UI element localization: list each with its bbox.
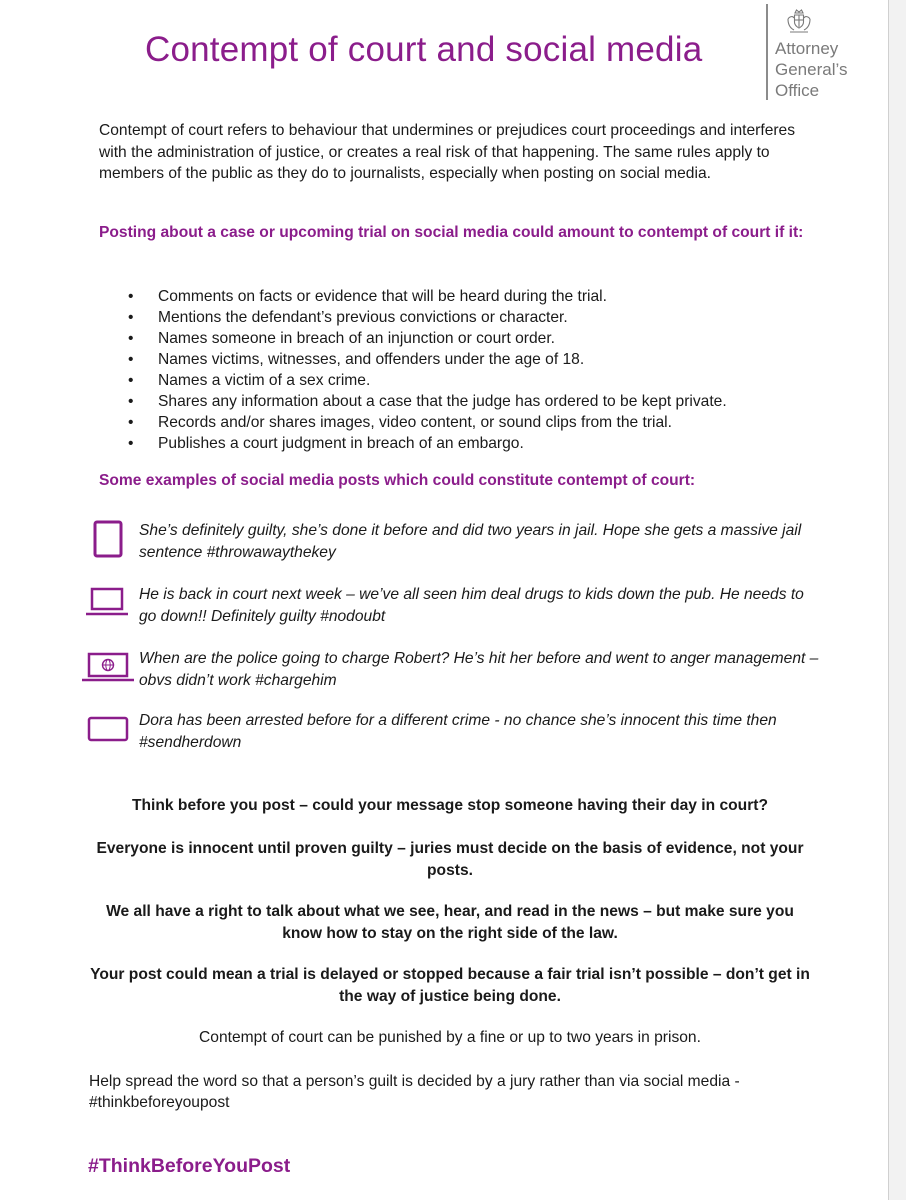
help-note: Help spread the word so that a person’s guilt is decided by a jury rather than via social media - #thinkbeforeyoupost xyxy=(89,1073,740,1111)
list-item-text: Mentions the defendant’s previous convictions or character. xyxy=(158,309,568,326)
example-post xyxy=(82,520,822,570)
list-item: • Names a victim of a sex crime. xyxy=(128,372,371,389)
list-item-text: Shares any information about a case that the judge has ordered to be kept private. xyxy=(158,393,727,410)
intro-paragraph: Contempt of court refers to behaviour that undermines or prejudices court proceedings and interferes with the administration of justice, or creates a real risk of that happening. The same rules apply to members of the public as they do to journalists, especially when posting on social media. xyxy=(99,122,796,182)
list-item: • Names someone in breach of an injunction or court order. xyxy=(128,330,555,347)
example-post xyxy=(82,710,822,760)
list-item: • Comments on facts or evidence that will be heard during the trial. xyxy=(128,288,607,305)
phone-landscape-icon xyxy=(82,710,134,754)
list-item: • Names victims, witnesses, and offenders under the age of 18. xyxy=(128,351,585,368)
list-item-text: Names a victim of a sex crime. xyxy=(158,372,371,389)
key-message: Everyone is innocent until proven guilty – juries must decide on the basis of evidence, not your posts. xyxy=(96,840,804,879)
example-post-text: Dora has been arrested before for a different crime - no chance she’s innocent this time then #sendherdown xyxy=(139,712,777,751)
key-message: Your post could mean a trial is delayed or stopped because a fair trial isn’t possible – don’t get in the way of justice being done. xyxy=(90,966,810,1005)
list-item: • Publishes a court judgment in breach of an embargo. xyxy=(128,435,524,452)
contempt-criteria-list xyxy=(128,286,828,454)
logo-line: General’s xyxy=(775,60,848,79)
list-item: • Records and/or shares images, video content, or sound clips from the trial. xyxy=(128,414,672,431)
list-item-text: Comments on facts or evidence that will be heard during the trial. xyxy=(158,288,607,305)
example-post-text: He is back in court next week – we’ve all seen him deal drugs to kids down the pub. He needs to go down!! Definitely guilty #nodoubt xyxy=(139,586,804,625)
example-post-text: When are the police going to charge Robert? He’s hit her before and went to anger management – obvs didn’t work #chargehim xyxy=(139,650,819,689)
example-post xyxy=(82,648,822,698)
attorney-general-logo xyxy=(766,4,876,104)
logo-divider xyxy=(766,4,768,100)
royal-coat-of-arms-icon xyxy=(784,6,814,36)
logo-line: Attorney xyxy=(775,39,839,58)
list-item-text: Records and/or shares images, video content, or sound clips from the trial. xyxy=(158,414,672,431)
key-message: Think before you post – could your message stop someone having their day in court? xyxy=(132,797,768,814)
example-post-text: She’s definitely guilty, she’s done it before and did two years in jail. Hope she gets a massive jail sentence #throwawaythekey xyxy=(139,522,802,561)
list-item-text: Publishes a court judgment in breach of an embargo. xyxy=(158,435,524,452)
penalty-note: Contempt of court can be punished by a fine or up to two years in prison. xyxy=(199,1029,701,1046)
list-item-text: Names victims, witnesses, and offenders under the age of 18. xyxy=(158,351,585,368)
list-item: • Mentions the defendant’s previous convictions or character. xyxy=(128,309,568,326)
laptop-icon xyxy=(82,584,134,628)
page-title: Contempt of court and social media xyxy=(145,30,703,69)
laptop-globe-icon xyxy=(82,648,134,692)
list-item-text: Names someone in breach of an injunction or court order. xyxy=(158,330,555,347)
footer-hashtag: #ThinkBeforeYouPost xyxy=(88,1155,291,1177)
tablet-icon xyxy=(82,520,134,564)
example-post xyxy=(82,584,822,634)
list-item: • Shares any information about a case that the judge has ordered to be kept private. xyxy=(128,393,727,410)
key-message: We all have a right to talk about what we see, hear, and read in the news – but make sure you know how to stay on the right side of the law. xyxy=(106,903,794,942)
examples-heading: Some examples of social media posts which could constitute contempt of court: xyxy=(99,472,696,489)
logo-wordmark xyxy=(775,38,847,101)
posting-heading: Posting about a case or upcoming trial on social media could amount to contempt of court if it: xyxy=(99,224,804,241)
logo-line: Office xyxy=(775,81,820,100)
